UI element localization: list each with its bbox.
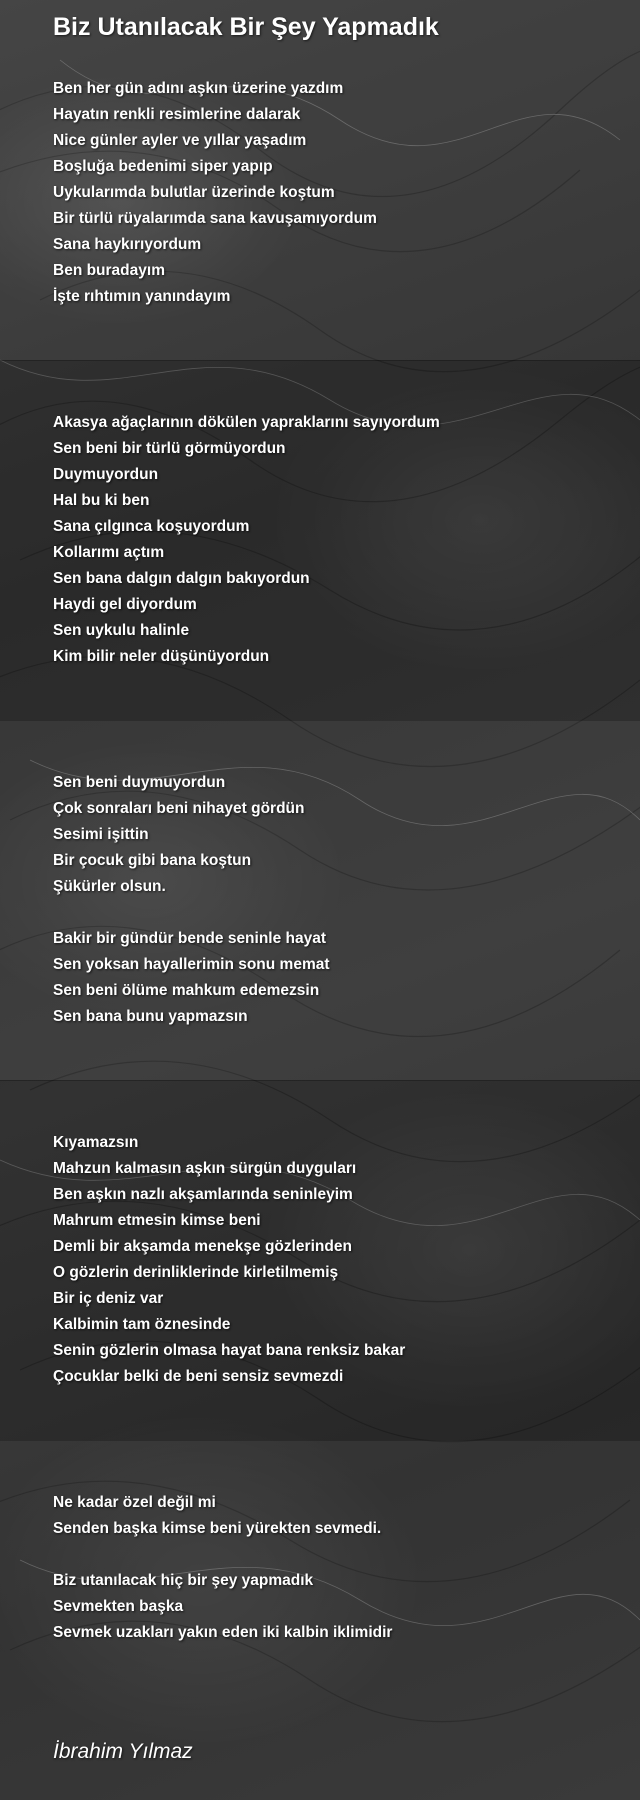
poem-line: Sen bana dalgın dalgın bakıyordun bbox=[53, 570, 310, 587]
poem-line: Şükürler olsun. bbox=[53, 878, 166, 895]
poem-line: Senin gözlerin olmasa hayat bana renksiz bakar bbox=[53, 1342, 406, 1359]
stanza-4 bbox=[53, 1130, 405, 1390]
poem-line: Hal bu ki ben bbox=[53, 492, 150, 509]
poem-line: Kim bilir neler düşünüyordun bbox=[53, 648, 270, 665]
poem-line: Demli bir akşamda menekşe gözlerinden bbox=[53, 1238, 352, 1255]
poem-line: O gözlerin derinliklerinde kirletilmemiş bbox=[53, 1264, 339, 1281]
stanza-5 bbox=[53, 1490, 392, 1646]
poem-line: Haydi gel diyordum bbox=[53, 596, 197, 613]
poem-line: Çok sonraları beni nihayet gördün bbox=[53, 800, 305, 817]
stanza-3 bbox=[53, 770, 330, 1030]
poem-line: Ne kadar özel değil mi bbox=[53, 1494, 216, 1511]
poem-line: Kıyamazsın bbox=[53, 1134, 139, 1151]
poem-line: Bir iç deniz var bbox=[53, 1290, 164, 1307]
poem-line: Mahrum etmesin kimse beni bbox=[53, 1212, 261, 1229]
poem-line: Bakir bir gündür bende seninle hayat bbox=[53, 930, 327, 947]
poem-line: Bir çocuk gibi bana koştun bbox=[53, 852, 252, 869]
poem-line: Sana haykırıyordum bbox=[53, 236, 202, 253]
stanza-1 bbox=[53, 76, 377, 310]
poem-line: Sen beni duymuyordun bbox=[53, 774, 226, 791]
poem-line: Sen yoksan hayallerimin sonu memat bbox=[53, 956, 330, 973]
poem-line: Nice günler ayler ve yıllar yaşadım bbox=[53, 132, 307, 149]
poem-line: Sevmekten başka bbox=[53, 1598, 184, 1615]
stanza-gap bbox=[53, 900, 330, 926]
poem-line: Duymuyordun bbox=[53, 466, 159, 483]
poem-line: Ben her gün adını aşkın üzerine yazdım bbox=[53, 80, 344, 97]
poem-line: Kalbimin tam öznesinde bbox=[53, 1316, 231, 1333]
poem-line: Sen bana bunu yapmazsın bbox=[53, 1008, 248, 1025]
poem-line: Hayatın renkli resimlerine dalarak bbox=[53, 106, 301, 123]
poem-line: Boşluğa bedenimi siper yapıp bbox=[53, 158, 273, 175]
poem-line: Akasya ağaçlarının dökülen yapraklarını sayıyordum bbox=[53, 414, 440, 431]
poem-line: Sana çılgınca koşuyordum bbox=[53, 518, 250, 535]
poem-line: İşte rıhtımın yanındayım bbox=[53, 288, 231, 305]
poem-line: Biz utanılacak hiç bir şey yapmadık bbox=[53, 1572, 314, 1589]
poem-line: Sesimi işittin bbox=[53, 826, 149, 843]
poem-author: İbrahim Yılmaz bbox=[53, 1740, 193, 1763]
poem-line: Sen beni ölüme mahkum edemezsin bbox=[53, 982, 320, 999]
poem-line: Sen beni bir türlü görmüyordun bbox=[53, 440, 286, 457]
poem-line: Sevmek uzakları yakın eden iki kalbin iklimidir bbox=[53, 1624, 393, 1641]
poem-line: Mahzun kalmasın aşkın sürgün duyguları bbox=[53, 1160, 357, 1177]
poem-line: Senden başka kimse beni yürekten sevmedi. bbox=[53, 1520, 382, 1537]
poem-line: Ben buradayım bbox=[53, 262, 165, 279]
poem-line: Uykularımda bulutlar üzerinde koştum bbox=[53, 184, 335, 201]
poem-line: Çocuklar belki de beni sensiz sevmezdi bbox=[53, 1368, 344, 1385]
stanza-gap bbox=[53, 1542, 392, 1568]
poem-line: Bir türlü rüyalarımda sana kavuşamıyordum bbox=[53, 210, 377, 227]
poem-line: Sen uykulu halinle bbox=[53, 622, 190, 639]
poem-line: Ben aşkın nazlı akşamlarında seninleyim bbox=[53, 1186, 353, 1203]
poem-title: Biz Utanılacak Bir Şey Yapmadık bbox=[53, 13, 439, 41]
stanza-2 bbox=[53, 410, 440, 670]
poem-line: Kollarımı açtım bbox=[53, 544, 165, 561]
